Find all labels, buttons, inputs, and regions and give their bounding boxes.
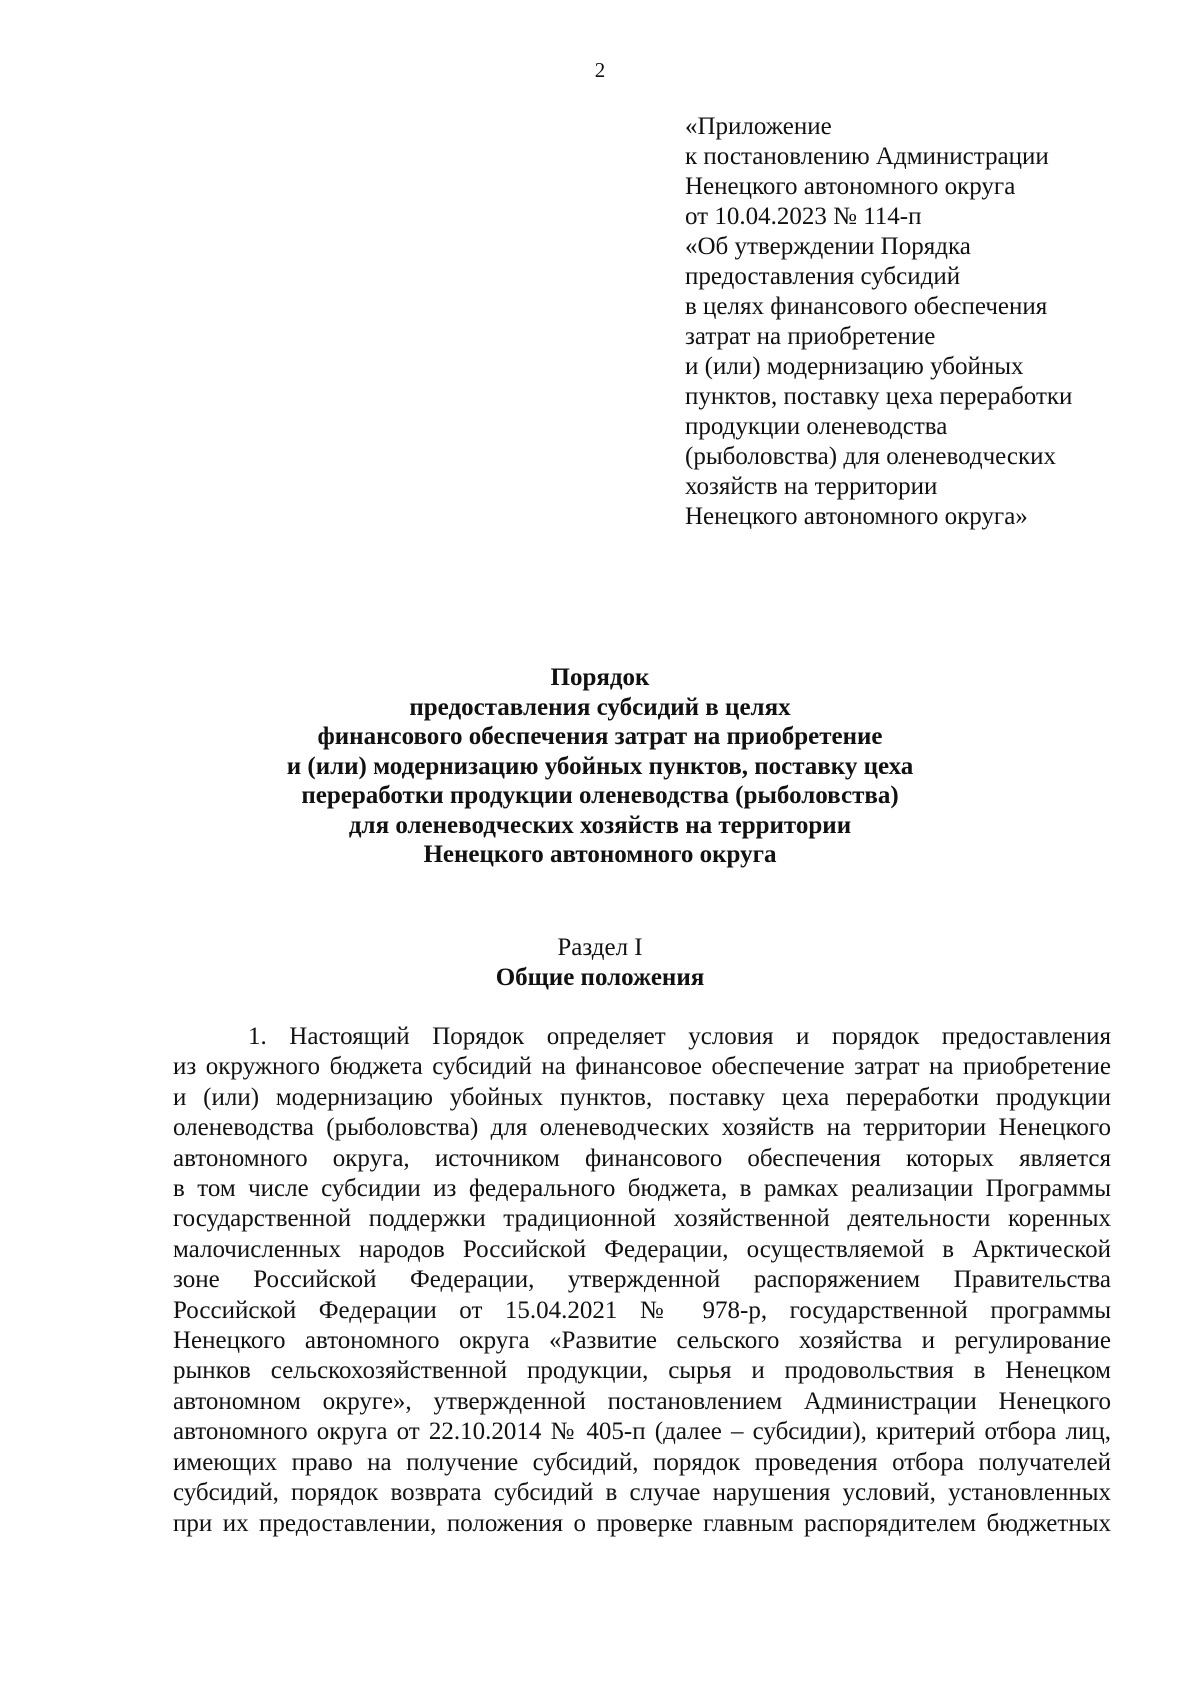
appendix-line: продукции оленеводства (685, 413, 948, 440)
appendix-line: хозяйств на территории (685, 473, 938, 500)
title-line: и (или) модернизацию убойных пунктов, поставку цеха (286, 752, 914, 780)
section-number: Раздел I (557, 934, 643, 961)
paragraph-line: автономном округе», утвержденной постановлением Администрации Ненецкого (173, 1387, 1111, 1415)
title-line: Порядок (550, 664, 650, 691)
appendix-line: к постановлению Администрации (685, 143, 1049, 170)
appendix-line: Ненецкого автономного округа» (685, 503, 1028, 530)
paragraph-line: Ненецкого автономного округа «Развитие сельского хозяйства и регулирование (173, 1327, 1111, 1355)
title-line: предоставления субсидий в целях (409, 693, 791, 721)
title-line: Ненецкого автономного округа (423, 841, 777, 868)
paragraph-line: из окружного бюджета субсидий на финансовое обеспечение затрат на приобретение (173, 1053, 1111, 1081)
paragraph-line: имеющих право на получение субсидий, порядок проведения отбора получателей (173, 1448, 1111, 1476)
appendix-line: в целях финансового обеспечения (685, 293, 1048, 320)
paragraph-line: 1. Настоящий Порядок определяет условия и порядок предоставления (248, 1023, 1111, 1050)
page-number: 2 (594, 58, 606, 82)
appendix-line: «Приложение (685, 113, 832, 140)
appendix-line: затрат на приобретение (685, 323, 936, 350)
section-heading (0, 933, 1200, 993)
appendix-line: и (или) модернизацию убойных (685, 353, 1024, 380)
paragraph-line: автономного округа от 22.10.2014 № 405-п (далее – субсидии), критерий отбора лиц, (173, 1418, 1111, 1446)
paragraph-line: рынков сельскохозяйственной продукции, сырья и продовольствия в Ненецком (173, 1357, 1111, 1385)
appendix-block (685, 112, 1155, 532)
paragraph-line: зоне Российской Федерации, утвержденной распоряжением Правительства (173, 1266, 1111, 1294)
paragraph-line: малочисленных народов Российской Федерации, осуществляемой в Арктической (173, 1235, 1111, 1263)
title-line: финансового обеспечения затрат на приобретение (317, 723, 883, 750)
paragraph-line: автономного округа, источником финансового обеспечения которых является (173, 1144, 1111, 1172)
appendix-line: «Об утверждении Порядка (685, 233, 971, 260)
appendix-line: от 10.04.2023 № 114-п (685, 203, 922, 230)
appendix-line: предоставления субсидий (685, 263, 961, 290)
appendix-line: Ненецкого автономного округа (685, 173, 1016, 200)
paragraph-1 (173, 1022, 1111, 1539)
paragraph-line: Российской Федерации от 15.04.2021 № 978-р, государственной программы (173, 1296, 1111, 1324)
appendix-line: (рыболовства) для оленеводческих (685, 443, 1057, 470)
title-line: для оленеводческих хозяйств на территории (348, 811, 852, 839)
paragraph-line: и (или) модернизацию убойных пунктов, поставку цеха переработки продукции (173, 1083, 1111, 1111)
paragraph-line: в том числе субсидии из федерального бюджета, в рамках реализации Программы (173, 1175, 1111, 1203)
title-line: переработки продукции оленеводства (рыболовства) (301, 782, 899, 809)
document-title (0, 663, 1200, 870)
paragraph-line: оленеводства (рыболовства) для оленеводческих хозяйств на территории Ненецкого (173, 1114, 1111, 1142)
section-title: Общие положения (495, 964, 705, 991)
paragraph-line: при их предоставлении, положения о проверке главным распорядителем бюджетных (173, 1509, 1111, 1537)
appendix-line: пунктов, поставку цеха переработки (685, 383, 1073, 410)
paragraph-line: субсидий, порядок возврата субсидий в случае нарушения условий, установленных (173, 1479, 1111, 1507)
paragraph-line: государственной поддержки традиционной хозяйственной деятельности коренных (173, 1205, 1111, 1233)
